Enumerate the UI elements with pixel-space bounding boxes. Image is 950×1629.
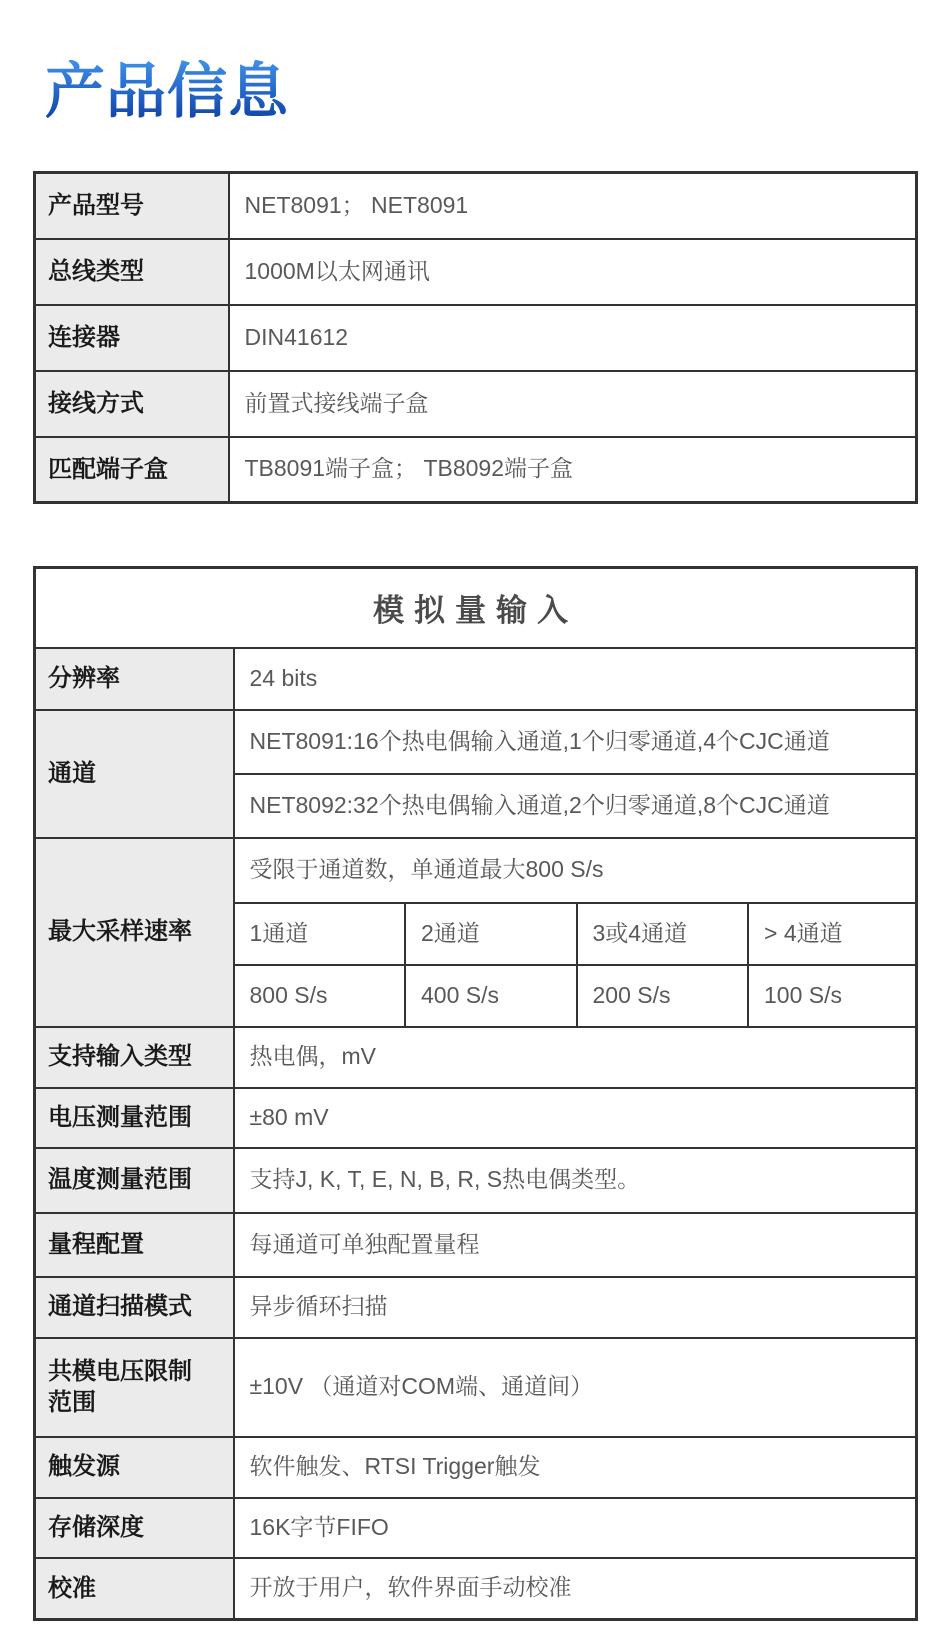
- spec-value: NET8091； NET8091: [229, 173, 917, 239]
- spec-label: 校准: [35, 1558, 234, 1620]
- page-title-section: [45, 60, 950, 123]
- spec-row: [35, 305, 917, 371]
- sample-rate-note: 受限于通道数，单通道最大800 S/s: [234, 838, 917, 903]
- spec-value: 热电偶，mV: [234, 1027, 917, 1088]
- sample-rate-value: 800 S/s: [234, 965, 406, 1027]
- sample-rate-value: 100 S/s: [748, 965, 917, 1027]
- spec-label: 共模电压限制范围: [35, 1338, 234, 1437]
- spec-row: [35, 648, 917, 710]
- spec-value: 每通道可单独配置量程: [234, 1213, 917, 1277]
- spec-value: ±10V （通道对COM端、通道间）: [234, 1338, 917, 1437]
- spec-value: NET8092:32个热电偶输入通道,2个归零通道,8个CJC通道: [234, 774, 917, 838]
- spec-value: 异步循环扫描: [234, 1277, 917, 1338]
- page-title: 产品信息: [45, 58, 289, 125]
- sample-rate-col-header: > 4通道: [748, 903, 917, 965]
- spec-row: [35, 1088, 917, 1148]
- spec-row: [35, 1027, 917, 1088]
- spec-value: 支持J, K, T, E, N, B, R, S热电偶类型。: [234, 1148, 917, 1213]
- spec-label: 通道: [35, 710, 234, 838]
- spec-row: [35, 173, 917, 239]
- spec-label: 温度测量范围: [35, 1148, 234, 1213]
- spec-value: NET8091:16个热电偶输入通道,1个归零通道,4个CJC通道: [234, 710, 917, 774]
- spec-value: 24 bits: [234, 648, 917, 710]
- sample-rate-value: 200 S/s: [577, 965, 749, 1027]
- spec-label: 存储深度: [35, 1498, 234, 1558]
- spec-label: 量程配置: [35, 1213, 234, 1277]
- spec-row: [35, 838, 917, 903]
- analog-table-title: 模拟量输入: [35, 568, 917, 648]
- spec-row: [35, 710, 917, 774]
- spec-label: 匹配端子盒: [35, 437, 229, 503]
- spec-row: [35, 239, 917, 305]
- spec-value: ±80 mV: [234, 1088, 917, 1148]
- spec-row: [35, 1213, 917, 1277]
- spec-value: 开放于用户，软件界面手动校准: [234, 1558, 917, 1620]
- spec-label: 总线类型: [35, 239, 229, 305]
- spec-value: TB8091端子盒； TB8092端子盒: [229, 437, 917, 503]
- spec-label: 通道扫描模式: [35, 1277, 234, 1338]
- table-title-row: [35, 568, 917, 648]
- spec-label: 产品型号: [35, 173, 229, 239]
- spec-row: [35, 1558, 917, 1620]
- spec-row: [35, 1437, 917, 1498]
- spec-row: [35, 1338, 917, 1437]
- spec-value: 前置式接线端子盒: [229, 371, 917, 437]
- spec-label: 接线方式: [35, 371, 229, 437]
- spec-value: DIN41612: [229, 305, 917, 371]
- sample-rate-col-header: 3或4通道: [577, 903, 749, 965]
- spec-label: 分辨率: [35, 648, 234, 710]
- spec-row: [35, 1277, 917, 1338]
- sample-rate-col-header: 2通道: [405, 903, 577, 965]
- spec-row: [35, 1148, 917, 1213]
- spec-row: [35, 371, 917, 437]
- product-info-table: [33, 171, 918, 504]
- spec-value: 1000M以太网通讯: [229, 239, 917, 305]
- spec-label: 支持输入类型: [35, 1027, 234, 1088]
- spec-label: 连接器: [35, 305, 229, 371]
- sample-rate-col-header: 1通道: [234, 903, 406, 965]
- analog-input-table: [33, 566, 918, 1621]
- spec-label: 触发源: [35, 1437, 234, 1498]
- spec-row: [35, 1498, 917, 1558]
- spec-row: [35, 437, 917, 503]
- spec-label: 电压测量范围: [35, 1088, 234, 1148]
- sample-rate-value: 400 S/s: [405, 965, 577, 1027]
- spec-label: 最大采样速率: [35, 838, 234, 1027]
- spec-value: 软件触发、RTSI Trigger触发: [234, 1437, 917, 1498]
- spec-value: 16K字节FIFO: [234, 1498, 917, 1558]
